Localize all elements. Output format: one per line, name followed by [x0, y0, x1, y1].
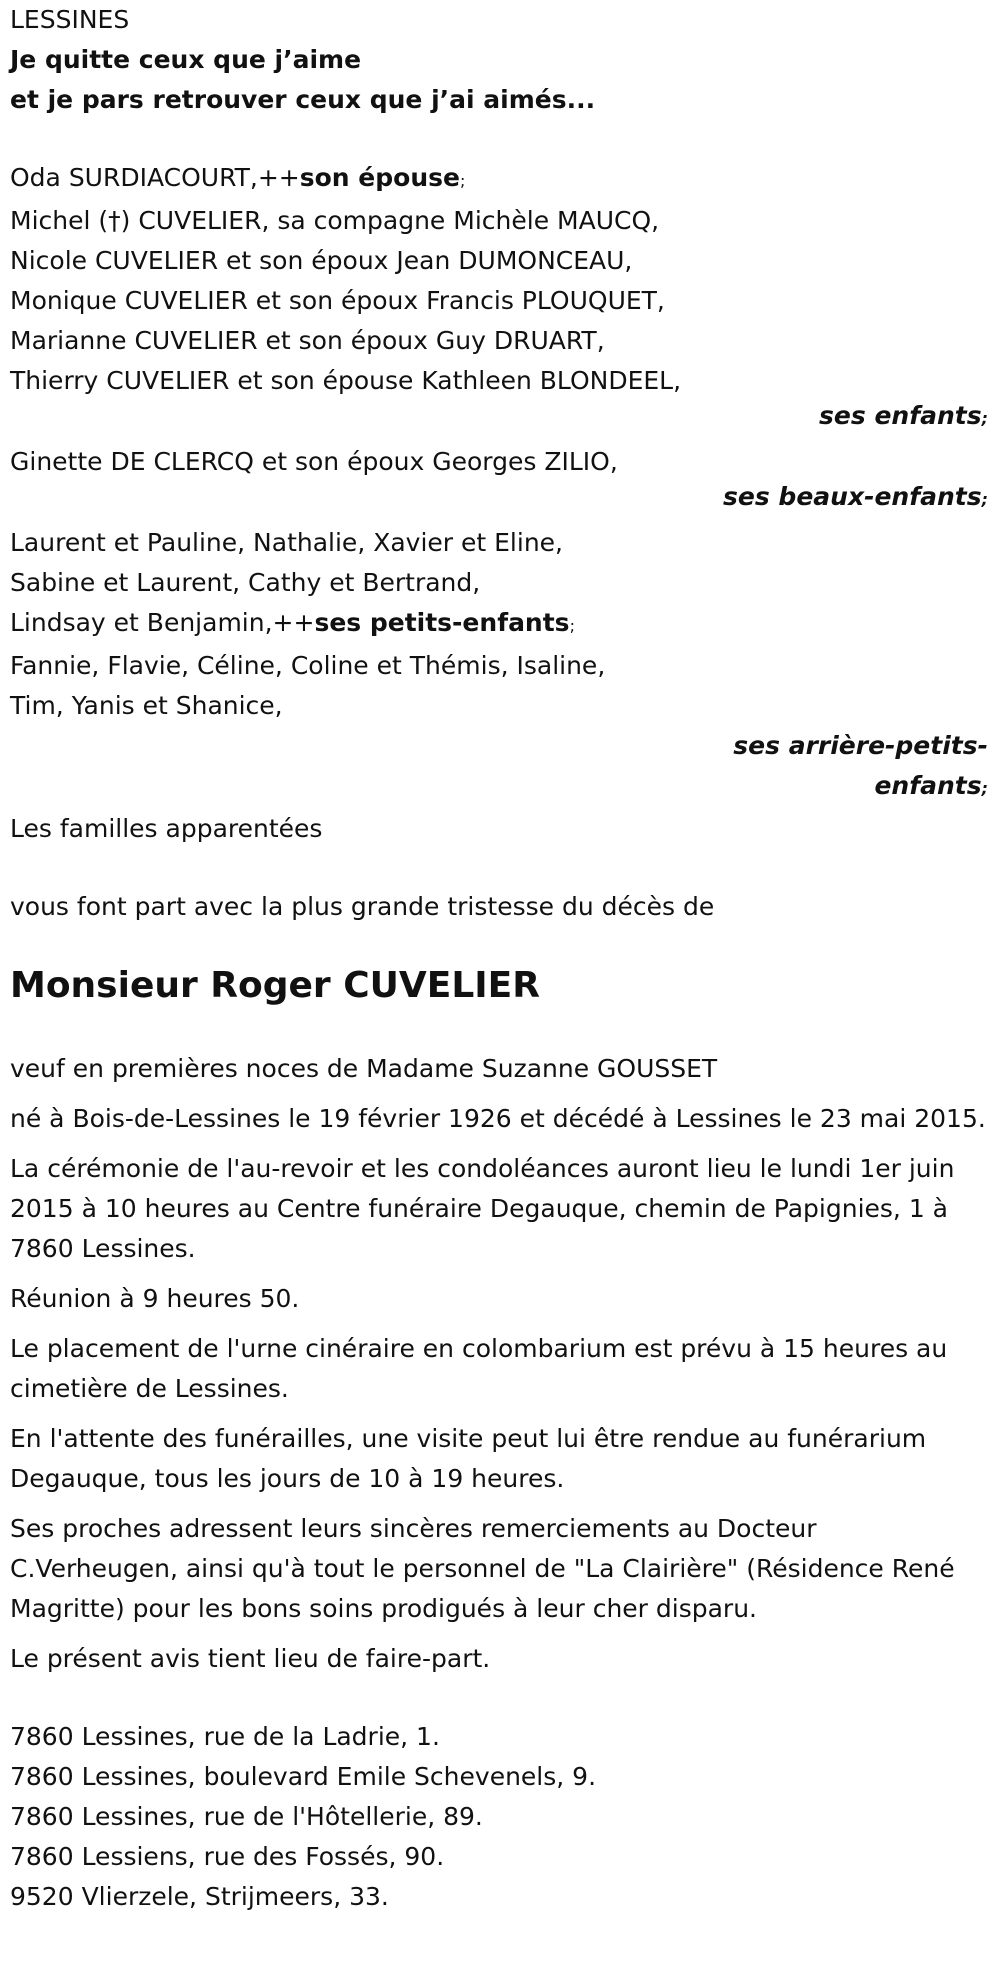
- grandchildren-role: ses petits-enfants: [314, 608, 570, 637]
- address-line: 7860 Lessiens, rue des Fossés, 90.: [10, 1842, 445, 1871]
- spouse-name: Oda SURDIACOURT,++: [10, 163, 300, 192]
- address-line: 7860 Lessines, rue de la Ladrie, 1.: [10, 1722, 440, 1751]
- child-line: Marianne CUVELIER et son époux Guy DRUART,: [10, 326, 605, 355]
- grandchild-line: Laurent et Pauline, Nathalie, Xavier et Eline,: [10, 528, 563, 557]
- birth-death-paragraph: né à Bois-de-Lessines le 19 février 1926 et décédé à Lessines le 23 mai 2015.: [10, 1104, 986, 1133]
- separator: ;: [459, 171, 466, 190]
- children-role: ses enfants;: [819, 401, 988, 430]
- in-laws-role: ses beaux-enfants;: [723, 482, 988, 511]
- address-line: 9520 Vlierzele, Strijmeers, 33.: [10, 1882, 389, 1911]
- widower-line: veuf en premières noces de Madame Suzanne GOUSSET: [10, 1054, 718, 1083]
- address-line: 7860 Lessines, boulevard Emile Schevenels, 9.: [10, 1762, 597, 1791]
- child-line: Nicole CUVELIER et son époux Jean DUMONCEAU,: [10, 246, 633, 275]
- meeting-paragraph: Réunion à 9 heures 50.: [10, 1284, 300, 1313]
- urn-paragraph: Le placement de l'urne cinéraire en colombarium est prévu à 15 heures au cimetière de Lessines.: [10, 1334, 948, 1403]
- child-line: Monique CUVELIER et son époux Francis PLOUQUET,: [10, 286, 665, 315]
- child-line: Michel (†) CUVELIER, sa compagne Michèle MAUCQ,: [10, 206, 660, 235]
- address-list: [10, 1717, 990, 1917]
- grandchild-line: Sabine et Laurent, Cathy et Bertrand,: [10, 568, 481, 597]
- great-grandchildren-role-1: ses arrière-petits-: [733, 731, 988, 760]
- ceremony-paragraph: La cérémonie de l'au-revoir et les condoléances auront lieu le lundi 1er juin 2015 à 10 heures au Centre funéraire Degauque, chemin de Papignies, 1 à 7860 Lessines.: [10, 1154, 955, 1263]
- child-line: Thierry CUVELIER et son épouse Kathleen BLONDEEL,: [10, 366, 682, 395]
- great-grandchild-line: Fannie, Flavie, Céline, Coline et Thémis, Isaline,: [10, 651, 606, 680]
- in-laws-line: Ginette DE CLERCQ et son époux Georges ZILIO,: [10, 447, 618, 476]
- obituary-text: [10, 0, 990, 1917]
- quote-line-1: Je quitte ceux que j’aime: [10, 45, 362, 74]
- deceased-name: Monsieur Roger CUVELIER: [10, 965, 540, 1006]
- relatives-line: Les familles apparentées: [10, 814, 323, 843]
- family-list: [10, 158, 990, 849]
- thanks-paragraph: Ses proches adressent leurs sincères remerciements au Docteur C.Verheugen, ainsi qu'à tout le personnel de "La Clairière" (Résidence René Magritte) pour les bons soins prodigués à leur cher disparu.: [10, 1514, 955, 1623]
- visit-paragraph: En l'attente des funérailles, une visite peut lui être rendue au funérarium Degauque, tous les jours de 10 à 19 heures.: [10, 1424, 927, 1493]
- great-grandchild-line: Tim, Yanis et Shanice,: [10, 691, 283, 720]
- city-heading: LESSINES: [10, 5, 130, 34]
- announcement-intro: vous font part avec la plus grande tristesse du décès de: [10, 892, 715, 921]
- notice-paragraph: Le présent avis tient lieu de faire-part.: [10, 1644, 491, 1673]
- spouse-role: son épouse: [299, 163, 460, 192]
- spouse-line: [10, 158, 990, 201]
- address-line: 7860 Lessines, rue de l'Hôtellerie, 89.: [10, 1802, 483, 1831]
- grandchild-last-line: Lindsay et Benjamin,++ses petits-enfants;: [10, 608, 575, 637]
- great-grandchildren-role-2: enfants;: [874, 771, 988, 800]
- quote-line-2: et je pars retrouver ceux que j’ai aimés...: [10, 85, 596, 114]
